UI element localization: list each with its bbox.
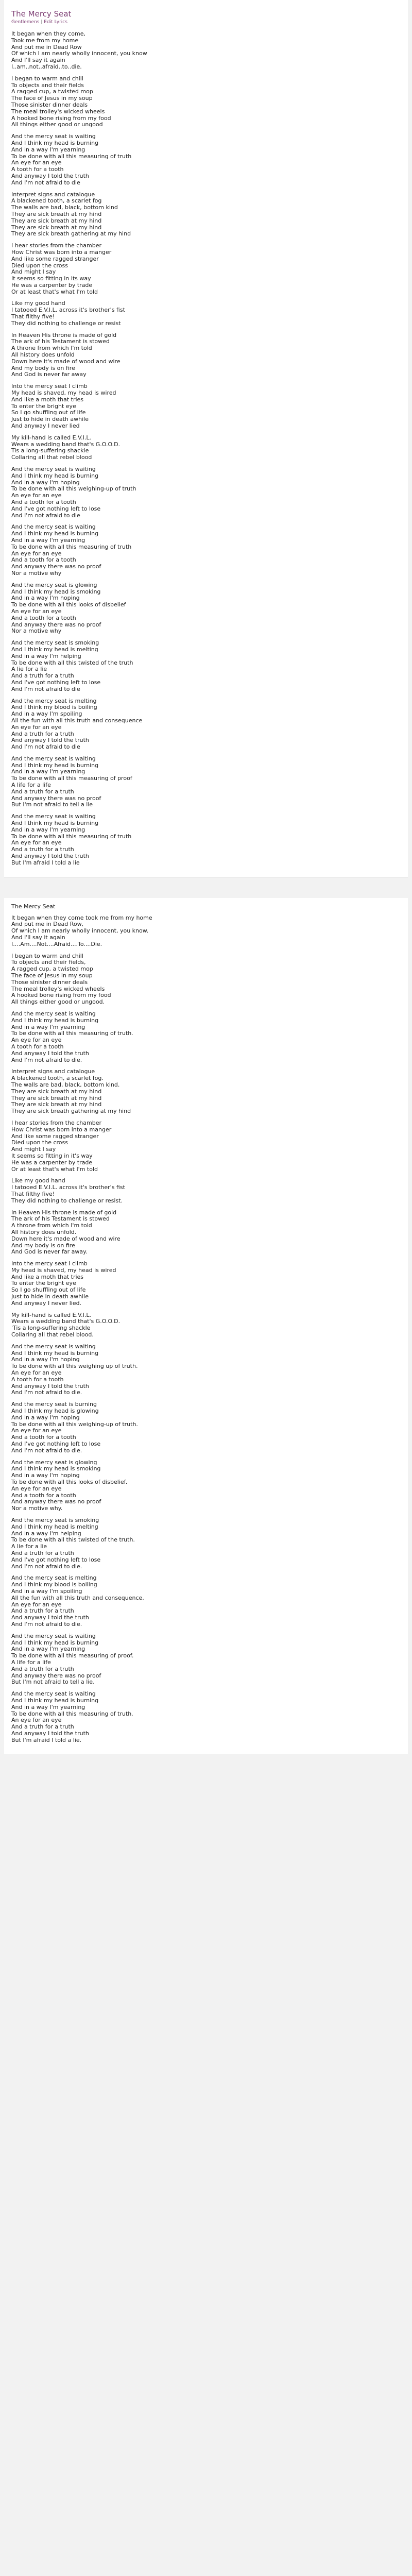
lyric-line: And I think my head is burning [11, 139, 99, 146]
stanza [11, 1011, 401, 1063]
stanza [11, 640, 401, 692]
lyric-line: The ark of his Testament is stowed [11, 338, 110, 345]
lyric-line: To enter the bright eye [11, 402, 76, 410]
lyric-line: And I'm not afraid to die. [11, 1447, 82, 1454]
lyric-line: They did nothing to challenge or resist. [11, 1197, 123, 1204]
lyric-line: And like a moth that tries [11, 396, 84, 403]
lyric-line: An eye for an eye [11, 607, 62, 615]
song-title-2: The Mercy Seat [11, 903, 56, 910]
lyric-line: And like a moth that tries [11, 1273, 84, 1280]
lyric-line: And I'm not afraid to die [11, 512, 80, 519]
lyric-line: And my body is on fire [11, 1242, 75, 1249]
lyric-line: To be done with all this twisted of the truth [11, 659, 133, 666]
lyric-line: I hear stories from the chamber [11, 1119, 101, 1126]
lyric-line: And a tooth for a tooth [11, 614, 76, 621]
lyric-line: And a truth for a truth [11, 788, 74, 795]
lyric-line: And a tooth for a tooth [11, 556, 76, 564]
lyric-line: That filthy five! [11, 313, 55, 320]
lyric-line: And in a way I'm spoiling [11, 1587, 82, 1595]
lyric-line: It began when they come, [11, 30, 86, 37]
lyric-line: The meal trolley's wicked wheels [11, 985, 105, 992]
lyric-line: An eye for an eye [11, 1485, 62, 1492]
lyrics-body [11, 31, 401, 867]
lyric-line: And I think my head is burning [11, 530, 99, 537]
lyric-line: All things either good or ungood. [11, 998, 105, 1006]
lyric-line: And a tooth for a tooth [11, 1492, 76, 1499]
lyric-line: And a truth for a truth [11, 672, 74, 680]
lyric-line: A hooked bone rising from my food [11, 992, 111, 999]
lyric-line: I began to warm and chill [11, 75, 83, 82]
lyric-line: And I'm not afraid to die [11, 179, 80, 186]
stanza [11, 1401, 401, 1454]
lyric-line: But I'm afraid I told a lie [11, 859, 80, 866]
lyric-line: And anyway there was no proof [11, 1498, 101, 1505]
stanza [11, 915, 401, 948]
lyric-line: I hear stories from the chamber [11, 242, 101, 249]
stanza [11, 756, 401, 808]
lyric-line: To be done with all this measuring of truth. [11, 1710, 133, 1717]
stanza [11, 1575, 401, 1628]
lyric-line: They did nothing to challenge or resist [11, 319, 121, 327]
lyric-line: My head is shaved, my head is wired [11, 389, 116, 397]
lyric-line: To be done with all this measuring of proof [11, 775, 132, 782]
lyric-line: It seems so fitting in its way [11, 275, 91, 282]
lyric-line: A ragged cup, a twisted mop [11, 88, 93, 95]
lyric-line: To objects and their fields, [11, 959, 86, 966]
lyric-line: A blackened tooth, a scarlet fog [11, 197, 102, 205]
lyric-line: And I'll say it again [11, 934, 65, 941]
lyric-line: Nor a motive why. [11, 1505, 63, 1512]
lyric-line: And in a way I'm hoping [11, 1472, 80, 1479]
lyric-line: Those sinister dinner deals [11, 978, 88, 986]
lyric-line: Like my good hand [11, 1177, 65, 1184]
stanza [11, 1633, 401, 1686]
lyric-line: And I'm not afraid to die [11, 743, 80, 751]
lyric-line: Collaring all that rebel blood. [11, 1331, 94, 1338]
lyric-line: And anyway there was no proof [11, 563, 101, 570]
stanza [11, 1261, 401, 1307]
lyric-line: To be done with all this measuring of truth [11, 543, 132, 550]
lyric-line: And anyway I told the truth [11, 1730, 89, 1737]
lyric-line: Interpret signs and catalogue [11, 191, 95, 198]
lyric-line: Died upon the cross [11, 262, 68, 269]
lyric-line: All the fun with all this truth and consequence [11, 717, 143, 724]
lyric-line: Died upon the cross [11, 1139, 68, 1146]
lyric-line: And in a way I'm yearning [11, 826, 85, 833]
lyric-line: Like my good hand [11, 300, 65, 307]
stanza [11, 332, 401, 379]
lyric-line: And I've got nothing left to lose [11, 1440, 101, 1448]
lyric-line: An eye for an eye [11, 159, 62, 166]
lyric-line: And I think my head is smoking [11, 1465, 101, 1472]
lyric-line: And I'm not afraid to die. [11, 1563, 82, 1570]
lyric-line: To enter the bright eye [11, 1280, 76, 1287]
lyric-line: To be done with all this twisted of the truth. [11, 1536, 135, 1544]
lyric-line: How Christ was born into a manger [11, 248, 112, 256]
lyric-line: And the mercy seat is waiting [11, 133, 96, 140]
lyric-line: Just to hide in death awhile [11, 416, 89, 423]
lyric-line: They are sick breath at my hind [11, 217, 102, 224]
lyric-line: And in a way I'm hoping [11, 479, 80, 486]
lyric-line: And a truth for a truth [11, 846, 74, 853]
lyric-line: And the mercy seat is smoking [11, 639, 99, 647]
lyric-line: And the mercy seat is burning [11, 1401, 97, 1408]
lyric-line: The face of Jesus in my soup [11, 972, 93, 979]
stanza [11, 1069, 401, 1115]
lyric-line: And in a way I'm yearning [11, 768, 85, 775]
lyric-line: And I think my head is burning [11, 1697, 99, 1704]
lyric-line: And I think my blood is boiling [11, 704, 97, 711]
lyric-line: A lie for a lie [11, 666, 47, 673]
lyric-line: And I'm not afraid to die [11, 685, 80, 692]
lyric-line: Into the mercy seat I climb [11, 1260, 88, 1267]
lyric-line: My kill-hand is called E.V.I.L. [11, 1311, 92, 1318]
lyric-line: A tooth for a tooth [11, 1043, 64, 1050]
lyric-line: An eye for an eye [11, 1427, 62, 1434]
lyric-line: And in a way I'm helping [11, 1530, 81, 1537]
lyric-line: And in a way I'm yearning [11, 1646, 85, 1653]
lyric-line: To be done with all this measuring of truth [11, 152, 132, 160]
lyric-line: I tatooed E.V.I.L. across it's brother's fist [11, 1184, 125, 1191]
lyric-line: And in a way I'm hoping [11, 595, 80, 602]
lyric-line: A life for a life [11, 782, 51, 789]
lyric-line: And I think my head is melting [11, 1523, 98, 1530]
lyrics-block-2 [4, 898, 408, 1754]
stanza [11, 300, 401, 327]
lyric-line: And anyway I told the truth [11, 1049, 89, 1057]
spacer [4, 877, 408, 898]
lyric-line: To be done with all this looks of disbelief. [11, 1479, 128, 1485]
lyric-line: And anyway there was no proof [11, 1672, 101, 1679]
lyric-line: A throne from which I'm told [11, 1222, 92, 1229]
lyric-line: And a truth for a truth [11, 730, 74, 737]
lyric-line: And God is never far away [11, 371, 87, 378]
lyric-line: And put me in Dead Row, [11, 921, 84, 928]
lyric-line: And the mercy seat is waiting [11, 1632, 96, 1639]
lyrics-body-2 [11, 915, 401, 1744]
lyric-line: And I think my head is burning [11, 1016, 99, 1024]
stanza [11, 1312, 401, 1338]
lyric-line: Or at least that's what I'm told [11, 1165, 98, 1173]
lyric-line: But I'm afraid I told a lie. [11, 1736, 82, 1743]
lyric-line: It began when they come took me from my home [11, 914, 152, 921]
lyric-line: It seems so fitting in it's way [11, 1152, 93, 1159]
lyric-line: And might I say [11, 1146, 56, 1153]
lyric-line: And I think my blood is boiling [11, 1581, 97, 1588]
lyric-line: So I go shuffling out of life [11, 409, 86, 416]
stanza [11, 192, 401, 238]
lyric-line: And I've got nothing left to lose [11, 1556, 101, 1563]
stanza [11, 1691, 401, 1743]
lyric-line: An eye for an eye [11, 839, 62, 846]
lyric-line: And in a way I'm yearning [11, 1023, 85, 1030]
lyric-line: The meal trolley's wicked wheels [11, 108, 105, 115]
stanza [11, 953, 401, 1006]
lyric-line: And the mercy seat is waiting [11, 466, 96, 473]
lyric-line: My head is shaved, my head is wired [11, 1266, 116, 1274]
lyric-line: And the mercy seat is waiting [11, 1010, 96, 1017]
stanza [11, 1178, 401, 1204]
lyric-line: And I think my head is burning [11, 761, 99, 769]
lyric-line: To be done with all this measuring of truth [11, 833, 132, 840]
lyric-line: Of which I am nearly wholly innocent, you know [11, 50, 147, 57]
stanza [11, 582, 401, 635]
stanza [11, 1460, 401, 1512]
lyric-line: And in a way I'm hoping [11, 1414, 80, 1421]
lyric-line: Interpret signs and catalogue [11, 1068, 95, 1075]
lyric-line: Down here it's made of wood and wire [11, 358, 121, 365]
lyric-line: But I'm not afraid to tell a lie. [11, 1679, 95, 1686]
lyric-line: To objects and their fields [11, 81, 84, 89]
lyric-line: And anyway I told the truth [11, 172, 89, 179]
stanza [11, 524, 401, 577]
lyric-line: That filthy five! [11, 1190, 55, 1197]
lyric-line: All things either good or ungood [11, 121, 103, 128]
lyric-line: And might I say [11, 268, 56, 276]
lyric-line: To be done with all this weighing-up of truth. [11, 1420, 138, 1428]
lyric-line: And the mercy seat is glowing [11, 1459, 97, 1466]
lyric-line: They are sick breath at my hind [11, 224, 102, 231]
artist-link[interactable]: Gentlemens [11, 20, 40, 25]
lyric-line: And a tooth for a tooth [11, 499, 76, 505]
lyric-line: Or at least that's what I'm told [11, 288, 98, 295]
lyric-line: And I'm not afraid to die. [11, 1056, 82, 1063]
lyric-line: An eye for an eye [11, 1717, 62, 1724]
lyric-line: Wears a wedding band that's G.O.O.D. [11, 1318, 121, 1325]
lyric-line: And God is never far away. [11, 1248, 88, 1256]
lyric-line: And I'm not afraid to die. [11, 1620, 82, 1628]
lyric-line: They are sick breath gathering at my hind [11, 230, 131, 238]
lyric-line: In Heaven His throne is made of gold [11, 331, 117, 338]
lyric-line: And I think my head is burning [11, 1639, 99, 1646]
lyric-line: Tis a long-suffering shackle [11, 447, 89, 454]
lyric-line: In Heaven His throne is made of gold [11, 1209, 117, 1216]
stanza [11, 1120, 401, 1173]
stanza [11, 435, 401, 461]
lyric-line: And anyway I told the truth [11, 853, 89, 860]
lyric-line: And I think my head is glowing [11, 1408, 99, 1415]
lyric-line: And a truth for a truth [11, 1549, 74, 1556]
lyric-line: And in a way I'm hoping [11, 1356, 80, 1363]
lyric-line: They are sick breath at my hind [11, 210, 102, 217]
stanza [11, 698, 401, 751]
lyric-line: All the fun with all this truth and consequence. [11, 1594, 144, 1601]
lyric-line: Those sinister dinner deals [11, 101, 88, 108]
stanza [11, 1344, 401, 1396]
page [4, 0, 408, 1754]
lyric-line: Took me from my home [11, 37, 79, 44]
lyric-line: Nor a motive why [11, 569, 62, 577]
lyric-line: And the mercy seat is melting [11, 697, 97, 704]
lyric-line: An eye for an eye [11, 492, 62, 499]
lyric-line: A tooth for a tooth [11, 1376, 64, 1383]
lyric-line: How Christ was born into a manger [11, 1126, 112, 1133]
lyric-line: And anyway I never lied. [11, 1299, 82, 1307]
lyric-line: They are sick breath gathering at my hind [11, 1108, 131, 1115]
stanza [11, 814, 401, 866]
lyric-line: And the mercy seat is glowing [11, 581, 97, 588]
lyric-line: The face of Jesus in my soup [11, 95, 93, 102]
lyric-line: He was a carpenter by trade [11, 281, 93, 289]
lyric-line: And the mercy seat is waiting [11, 523, 96, 531]
stanza [11, 383, 401, 430]
lyric-line: And like some ragged stranger [11, 1132, 99, 1140]
lyric-line: And the mercy seat is waiting [11, 813, 96, 820]
lyric-line: And the mercy seat is waiting [11, 755, 96, 762]
lyrics-block-1 [4, 0, 408, 877]
lyric-line: Into the mercy seat I climb [11, 383, 88, 390]
lyric-line: And a truth for a truth [11, 1665, 74, 1672]
stanza [11, 1210, 401, 1256]
lyric-line: But I'm not afraid to tell a lie [11, 801, 93, 808]
lyric-line: To be done with all this weighing up of truth. [11, 1363, 138, 1370]
lyric-line: I....Am....Not....Afraid....To....Die. [11, 940, 102, 947]
lyric-line: An eye for an eye [11, 723, 62, 731]
stanza [11, 31, 401, 71]
lyric-line: And I think my head is burning [11, 820, 99, 827]
lyric-line: The ark of his Testament is stowed [11, 1215, 110, 1223]
lyric-line: A blackened tooth, a scarlet fog. [11, 1075, 104, 1082]
lyric-line: To be done with all this looks of disbelief [11, 601, 126, 608]
lyric-line: He was a carpenter by trade [11, 1159, 93, 1166]
meta-separator: | [41, 20, 43, 25]
stanza [11, 466, 401, 519]
lyric-line: I..am..not..afraid..to..die. [11, 63, 82, 70]
lyric-line: A throne from which I'm told [11, 345, 92, 352]
lyric-line: An eye for an eye [11, 1037, 62, 1044]
lyric-line: An eye for an eye [11, 1369, 62, 1377]
lyric-line: I tatooed E.V.I.L. across it's brother's fist [11, 307, 125, 314]
stanza [11, 243, 401, 295]
lyric-line: An eye for an eye [11, 1601, 62, 1608]
lyric-line: And I've got nothing left to lose [11, 679, 101, 686]
lyric-line: And anyway I never lied [11, 422, 80, 430]
lyric-line: And the mercy seat is waiting [11, 1690, 96, 1698]
lyric-line: And anyway there was no proof [11, 621, 101, 628]
lyric-line: And a tooth for a tooth [11, 1434, 76, 1441]
lyric-line: They are sick breath at my hind [11, 1101, 102, 1108]
lyric-line: And I think my head is burning [11, 472, 99, 479]
song-title: The Mercy Seat [11, 9, 72, 19]
lyric-line: And put me in Dead Row [11, 43, 82, 50]
lyric-line: Just to hide in death awhile [11, 1293, 89, 1300]
lyric-line: And I think my head is melting [11, 646, 98, 653]
lyric-line: And a truth for a truth [11, 1723, 74, 1731]
lyric-line: And a truth for a truth [11, 1607, 74, 1615]
lyric-line: And in a way I'm yearning [11, 146, 85, 153]
lyric-line: They are sick breath at my hind [11, 1094, 102, 1101]
lyric-line: So I go shuffling out of life [11, 1286, 86, 1294]
lyric-line: And in a way I'm yearning [11, 536, 85, 544]
lyric-line: Wears a wedding band that's G.O.O.D. [11, 440, 121, 448]
stanza [11, 133, 401, 186]
lyric-line: The walls are bad, black, bottom kind [11, 204, 118, 211]
lyric-line: An eye for an eye [11, 550, 62, 557]
lyric-line: And my body is on fire [11, 364, 75, 371]
lyric-line: Of which I am nearly wholly innocent, you know. [11, 927, 149, 935]
lyric-line: And the mercy seat is waiting [11, 1343, 96, 1350]
lyric-line: Down here it's made of wood and wire [11, 1235, 121, 1242]
edit-lyrics-link[interactable]: Edit Lyrics [44, 20, 67, 25]
stanza [11, 1517, 401, 1570]
lyric-line: And I think my head is smoking [11, 588, 101, 595]
song-meta [11, 20, 401, 25]
lyric-line: My kill-hand is called E.V.I.L. [11, 434, 92, 441]
lyric-line: They are sick breath at my hind [11, 1088, 102, 1095]
stanza [11, 76, 401, 128]
lyric-line: And anyway there was no proof [11, 794, 101, 802]
lyric-line: To be done with all this weighing-up of truth [11, 485, 136, 493]
lyric-line: To be done with all this measuring of proof. [11, 1652, 134, 1659]
lyric-line: And I'm not afraid to die. [11, 1389, 82, 1396]
lyric-line: I began to warm and chill [11, 952, 83, 959]
lyric-line: And in a way I'm helping [11, 652, 81, 659]
lyric-line: And in a way I'm yearning [11, 1703, 85, 1710]
lyric-line: And I'll say it again [11, 57, 65, 64]
lyric-line: All history does unfold. [11, 1228, 77, 1235]
lyric-line: Collaring all that rebel blood [11, 454, 92, 461]
lyric-line: A ragged cup, a twisted mop [11, 965, 93, 973]
lyric-line: The walls are bad, black, bottom kind. [11, 1081, 120, 1088]
lyric-line: And the mercy seat is melting [11, 1574, 97, 1582]
lyric-line: To be done with all this measuring of truth. [11, 1030, 133, 1037]
lyric-line: And I've got nothing left to lose [11, 505, 101, 512]
lyric-line: And I think my head is burning [11, 1349, 99, 1357]
lyric-line: A tooth for a tooth [11, 166, 64, 173]
lyric-line: A lie for a lie [11, 1543, 47, 1550]
lyric-line: 'Tis a long-suffering shackle [11, 1325, 91, 1332]
lyric-line: A hooked bone rising from my food [11, 114, 111, 122]
lyric-line: And like some ragged stranger [11, 255, 99, 262]
lyric-line: Nor a motive why [11, 628, 62, 635]
lyric-line: And anyway I told the truth [11, 1614, 89, 1621]
lyric-line: And anyway I told the truth [11, 1382, 89, 1389]
lyric-line: And the mercy seat is smoking [11, 1516, 99, 1523]
lyric-line: And anyway I told the truth [11, 737, 89, 744]
lyric-line: And in a way I'm spoiling [11, 710, 82, 718]
lyric-line: All history does unfold [11, 351, 75, 359]
lyric-line: A life for a life [11, 1658, 51, 1666]
